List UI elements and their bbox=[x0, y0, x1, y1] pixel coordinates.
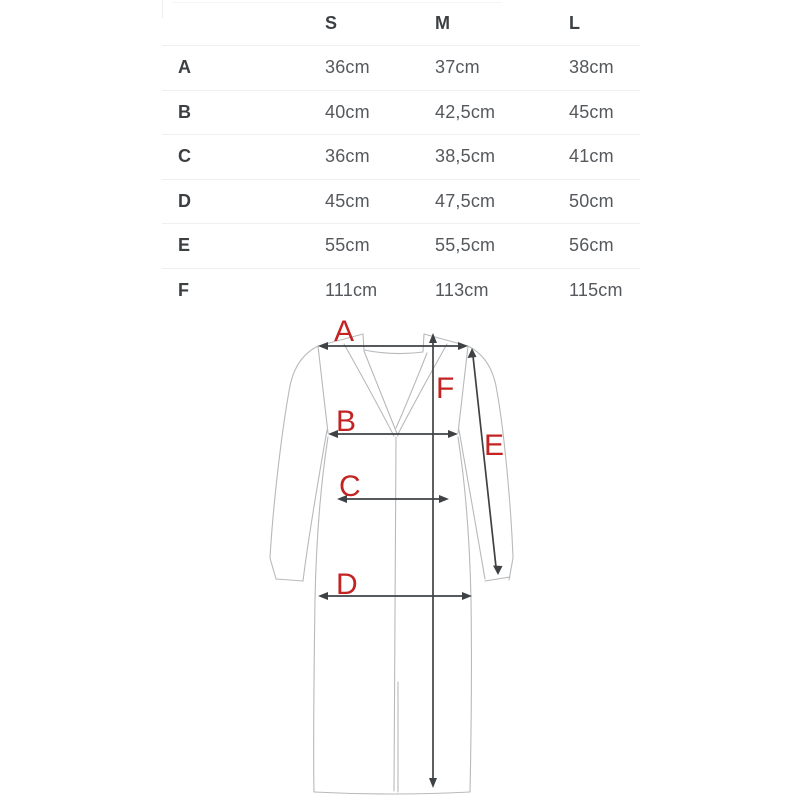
measure-label-D: D bbox=[336, 568, 358, 601]
measure-label-C: C bbox=[339, 470, 361, 503]
cell-value-m: 37cm bbox=[435, 57, 480, 78]
cell-value-l: 45cm bbox=[569, 101, 614, 122]
row-label: B bbox=[178, 101, 192, 122]
cell-value-s: 111cm bbox=[325, 279, 378, 300]
column-header-s: S bbox=[325, 12, 338, 33]
row-label: E bbox=[178, 235, 191, 256]
cell-value-s: 55cm bbox=[325, 235, 370, 256]
cell-value-l: 50cm bbox=[569, 190, 614, 211]
row-label: D bbox=[178, 190, 192, 211]
cell-value-s: 45cm bbox=[325, 190, 370, 211]
column-header-l: L bbox=[569, 12, 581, 33]
measure-label-F: F bbox=[436, 372, 455, 405]
row-label: A bbox=[178, 57, 192, 78]
row-label: F bbox=[178, 279, 190, 300]
cell-value-m: 113cm bbox=[435, 279, 489, 300]
cell-value-s: 36cm bbox=[325, 57, 370, 78]
column-header-m: M bbox=[435, 12, 451, 33]
cell-value-m: 38,5cm bbox=[435, 146, 496, 167]
cell-value-l: 38cm bbox=[569, 57, 614, 78]
cell-value-l: 56cm bbox=[569, 235, 614, 256]
measure-label-A: A bbox=[334, 315, 355, 348]
measure-label-E: E bbox=[484, 429, 505, 462]
cell-value-l: 41cm bbox=[569, 146, 614, 167]
cell-value-s: 40cm bbox=[325, 101, 370, 122]
measure-label-B: B bbox=[336, 405, 357, 438]
cell-value-m: 47,5cm bbox=[435, 190, 496, 211]
cell-value-m: 42,5cm bbox=[435, 101, 496, 122]
row-label: C bbox=[178, 146, 192, 167]
cell-value-m: 55,5cm bbox=[435, 235, 496, 256]
cell-value-l: 115cm bbox=[569, 279, 623, 300]
cell-value-s: 36cm bbox=[325, 146, 370, 167]
